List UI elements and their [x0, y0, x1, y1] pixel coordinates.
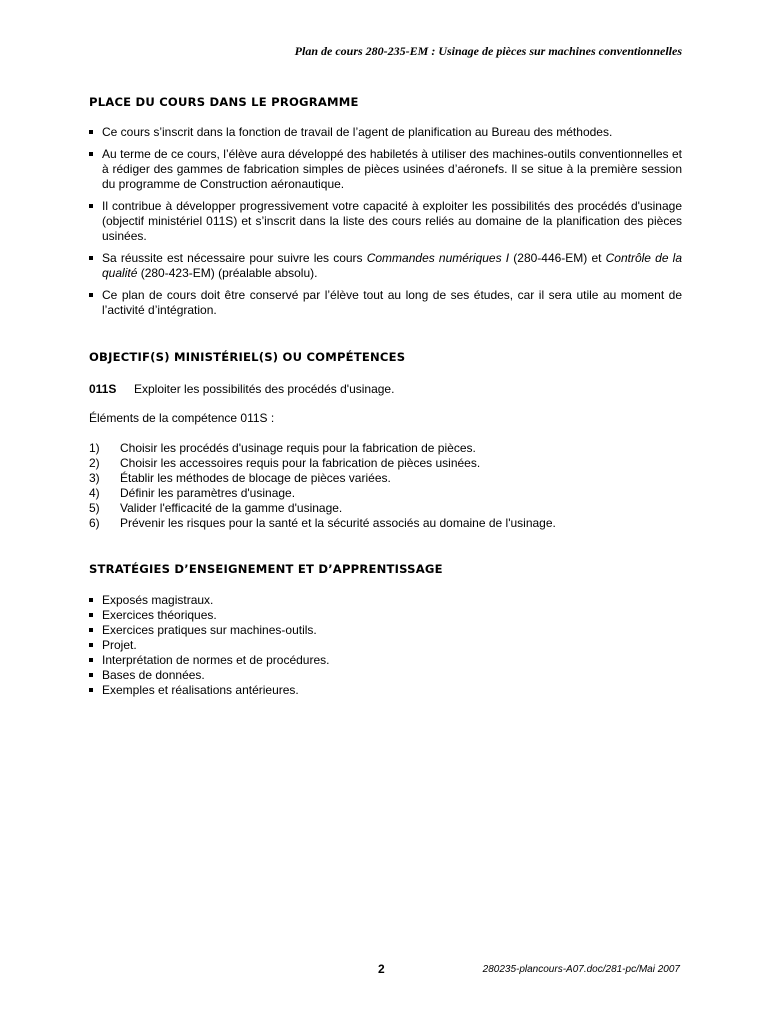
section-place-du-cours [89, 125, 682, 325]
element-text: Prévenir les risques pour la santé et la sécurité associés au domaine de l'usinage. [120, 516, 556, 530]
element-text: Valider l'efficacité de la gamme d'usinage. [120, 501, 343, 515]
bullet-item: Interprétation de normes et de procédures. [89, 653, 682, 668]
bullet-item: Exemples et réalisations antérieures. [89, 683, 682, 698]
bullet-item-prerequisite [89, 251, 682, 281]
bullet-item: Il contribue à développer progressivement votre capacité à exploiter les possibilités des procédés d'usinage (objectif ministériel 011S) et s’inscrit dans la liste des cours reliés au domaine de la planification des pièces usinées. [89, 199, 682, 244]
elements-list [89, 441, 682, 531]
bullet-item: Exercices théoriques. [89, 608, 682, 623]
document-reference: 280235-plancours-A07.doc/281-pc/Mai 2007 [482, 964, 680, 975]
heading-strategies: STRATÉGIES D’ENSEIGNEMENT ET D’APPRENTISSAGE [89, 562, 443, 576]
bullet-item: Ce cours s’inscrit dans la fonction de travail de l’agent de planification au Bureau des méthodes. [89, 125, 682, 140]
bullet-item: Au terme de ce cours, l’élève aura développé des habiletés à utiliser des machines-outils conventionnelles et à rédiger des gammes de fabrication simples de pièces usinées d’aéronefs. Il se situe à la première session du programme de Construction aéronautique. [89, 147, 682, 192]
course-name: Contrôle de la qualité [102, 251, 682, 280]
heading-objectifs: OBJECTIF(S) MINISTÉRIEL(S) OU COMPÉTENCES [89, 350, 406, 364]
running-header: Plan de cours 280-235-EM : Usinage de pièces sur machines conventionnelles [294, 44, 682, 58]
element-item [89, 486, 682, 501]
prereq-text: (280-423-EM) (préalable absolu). [137, 266, 318, 280]
element-item [89, 501, 682, 516]
page-number: 2 [378, 962, 385, 976]
element-text: Définir les paramètres d'usinage. [120, 486, 296, 500]
element-item [89, 471, 682, 486]
element-item [89, 456, 682, 471]
bullet-item: Exposés magistraux. [89, 593, 682, 608]
element-text: Choisir les procédés d'usinage requis pour la fabrication de pièces. [120, 441, 476, 455]
section-strategies [89, 593, 682, 698]
element-number: 5) [89, 501, 100, 515]
competency-line [89, 382, 682, 397]
bullet-item: Bases de données. [89, 668, 682, 683]
bullet-item: Ce plan de cours doit être conservé par l’élève tout au long de ses études, car il sera utile au moment de l’activité d’intégration. [89, 288, 682, 318]
course-name: Commandes numériques I [366, 251, 510, 265]
element-number: 4) [89, 486, 100, 500]
element-item [89, 516, 682, 531]
element-number: 6) [89, 516, 100, 530]
elements-intro: Éléments de la compétence 011S : [89, 411, 275, 425]
prereq-text: (280-446-EM) et [509, 251, 606, 265]
element-text: Établir les méthodes de blocage de pièces variées. [120, 471, 391, 485]
competency-text: Exploiter les possibilités des procédés d'usinage. [134, 382, 395, 396]
heading-place-du-cours: PLACE DU COURS DANS LE PROGRAMME [89, 95, 359, 109]
element-number: 3) [89, 471, 100, 485]
element-number: 2) [89, 456, 100, 470]
bullet-item: Exercices pratiques sur machines-outils. [89, 623, 682, 638]
bullet-item: Projet. [89, 638, 682, 653]
element-text: Choisir les accessoires requis pour la fabrication de pièces usinées. [120, 456, 481, 470]
element-number: 1) [89, 441, 100, 455]
prereq-text: Sa réussite est nécessaire pour suivre les cours [102, 251, 367, 265]
competency-code: 011S [89, 382, 117, 396]
element-item [89, 441, 682, 456]
